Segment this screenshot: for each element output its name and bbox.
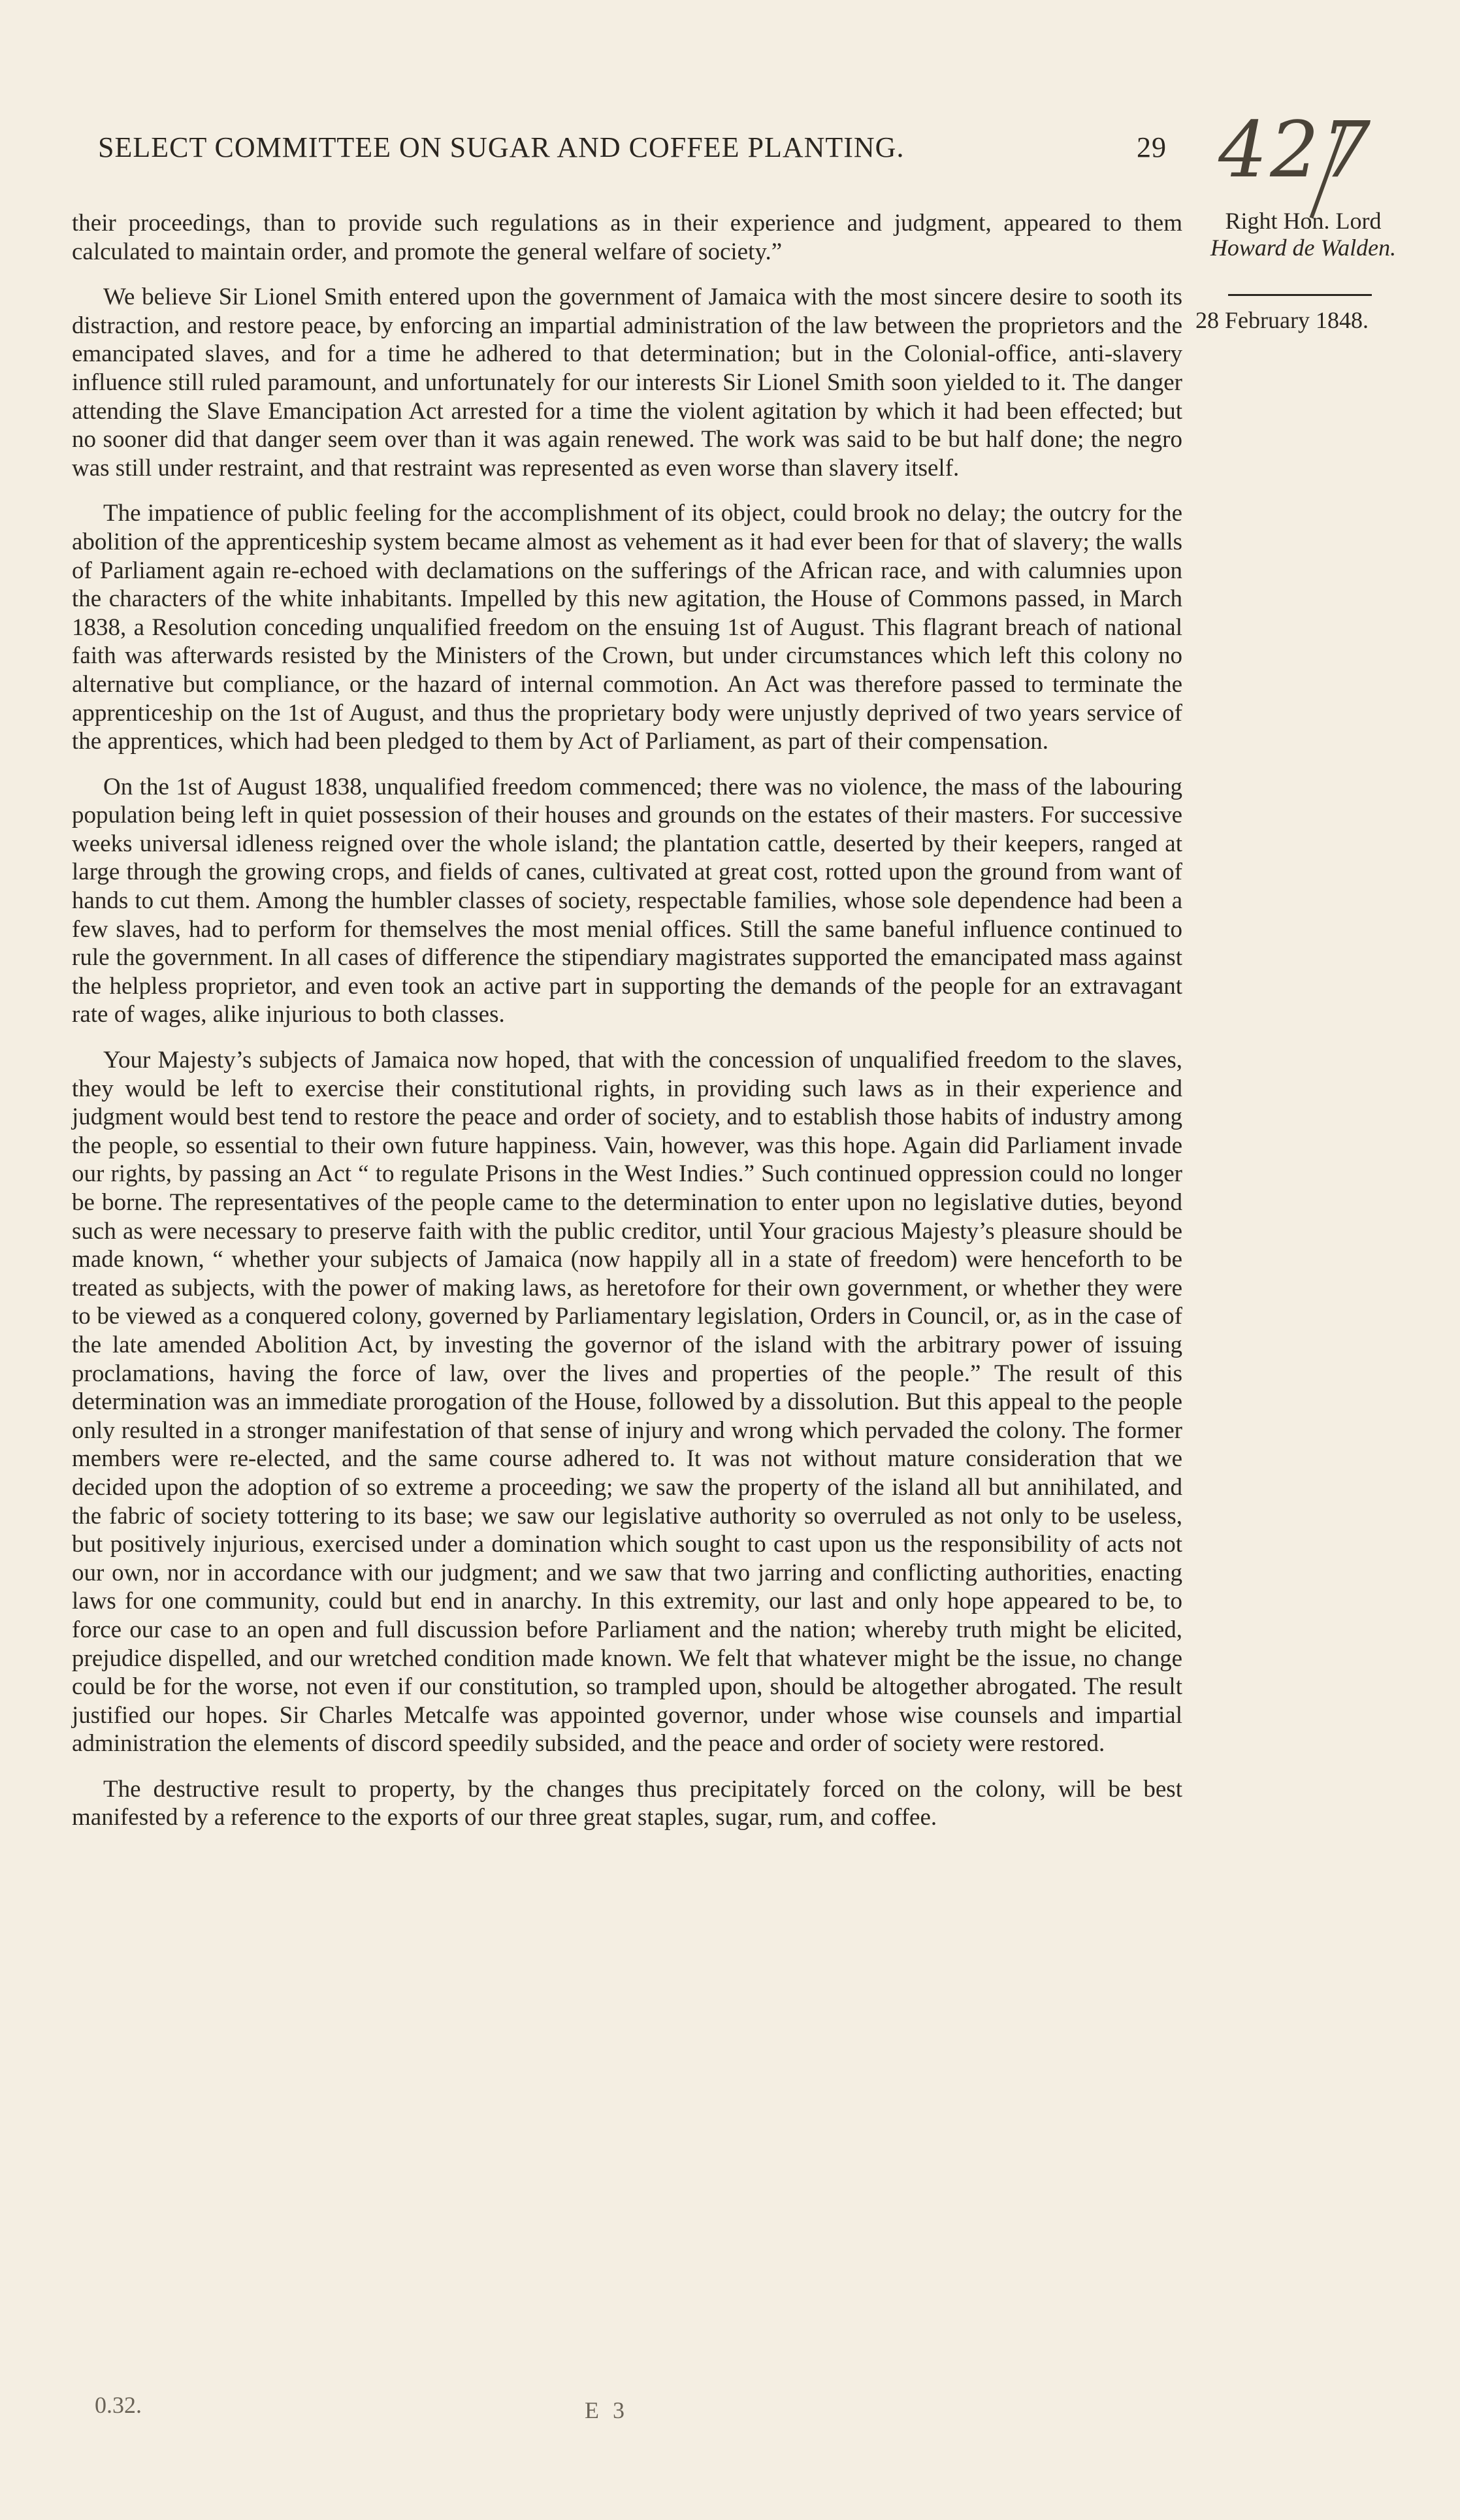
paragraph: On the 1st of August 1838, unqualified freedom commenced; there was no violence, the mass of the labouring population being left in quiet possession of their houses and grounds on the estates of their masters. For successive weeks universal idleness reigned over the whole island; the plantation cattle, deserted by their keepers, ranged at large through the growing crops, and fields of canes, cultivated at great cost, rotted upon the ground from want of hands to cut them. Among the humbler classes of society, respectable families, whose sole dependence had been a few slaves, had to perform for themselves the most menial offices. Still the same baneful influence continued to rule the government. In all cases of difference the stipendiary magistrates supported the emancipated mass against the helpless proprietor, and even took an active part in supporting the demands of the people for an extravagant rate of wages, alike injurious to both classes.	[72, 773, 1182, 1028]
body-text	[72, 209, 1182, 1849]
handwritten-folio-number: 427	[1218, 105, 1374, 195]
page-number: 29	[1137, 131, 1167, 163]
witness-name-line2: Howard de Walden.	[1210, 235, 1397, 261]
margin-rule	[1228, 294, 1372, 296]
margin-date: 28 February 1848.	[1195, 307, 1369, 333]
paragraph: Your Majesty’s subjects of Jamaica now hoped, that with the concession of unqualified freedom to the slaves, they would be left to exercise their constitutional rights, in providing such laws as in their experience and judgment would best tend to restore the peace and order of society, and to establish those habits of industry among the people, so essential to their own future happiness. Vain, however, was this hope. Again did Parliament invade our rights, by passing an Act “ to regulate Prisons in the West Indies.” Such continued oppression could no longer be borne. The representatives of the people came to the determination to enter upon no legislative duties, beyond such as were necessary to preserve faith with the public creditor, until Your gracious Majesty’s pleasure should be made known, “ whether your subjects of Jamaica (now happily all in a state of freedom) were henceforth to be treated as subjects, with the power of making laws, as heretofore for their own government, or whether they were to be viewed as a conquered colony, governed by Parliamentary legislation, Orders in Council, or, as in the case of the late amended Abolition Act, by investing the governor of the island with the arbitrary power of issuing proclamations, having the force of law, over the lives and properties of the people.” The result of this determination was an immediate prorogation of the House, followed by a dissolution. But this appeal to the people only resulted in a stronger manifestation of that sense of injury and wrong which pervaded the colony. The former members were re-elected, and the same course adhered to. It was not without mature consideration that we decided upon the adoption of so extreme a proceeding; we saw the property of the island all but annihilated, and the fabric of society tottering to its base; we saw our legislative authority so overruled as not only to be useless, but positively injurious, exercised under a domination which sought to cast upon us the responsibility of acts not our own, nor in accordance with our judgment; and we saw that two jarring and conflicting authorities, enacting laws for one community, could but end in anarchy. In this extremity, our last and only hope appeared to be, to force our case to an open and full discussion before Parliament and the nation; whereby truth might be elicited, prejudice dispelled, and our wretched condition made known. We felt that whatever might be the issue, no change could be for the worse, not even if our constitution, so trampled upon, should be altogether abrogated. The result justified our hopes. Sir Charles Metcalfe was appointed governor, under whose wise counsels and impartial administration the elements of discord speedily subsided, and the peace and order of society were restored.	[72, 1047, 1182, 1758]
margin-witness-name	[1195, 208, 1411, 261]
footer-signature-mark: 0.32.	[95, 2392, 142, 2418]
header-title: SELECT COMMITTEE ON SUGAR AND COFFEE PLANTING.	[98, 131, 905, 163]
paragraph: We believe Sir Lionel Smith entered upon the government of Jamaica with the most sincere desire to sooth its distraction, and restore peace, by enforcing an impartial administration of the law between the proprietors and the emancipated slaves, and for a time he adhered to that determination; but in the Colonial-office, anti-slavery influence still ruled paramount, and unfortunately for our interests Sir Lionel Smith soon yielded to it. The danger attending the Slave Emancipation Act arrested for a time the violent agitation by which it had been effected; but no sooner did that danger seem over than it was again renewed. The work was said to be but half done; the negro was still under restraint, and that restraint was represented as even worse than slavery itself.	[72, 284, 1182, 482]
running-header	[98, 131, 1195, 164]
paragraph: The destructive result to property, by the changes thus precipitately forced on the colony, will be best manifested by a reference to the exports of our three great staples, sugar, rum, and coffee.	[72, 1775, 1182, 1831]
paragraph: The impatience of public feeling for the accomplishment of its object, could brook no delay; the outcry for the abolition of the apprenticeship system became almost as vehement as it had ever been for that of slavery; the walls of Parliament again re-echoed with declamations on the sufferings of the African race, and with calumnies upon the characters of the white inhabitants. Impelled by this new agitation, the House of Commons passed, in March 1838, a Resolution conceding unqualified freedom on the ensuing 1st of August. This flagrant breach of national faith was afterwards resisted by the Ministers of the Crown, but under circumstances which left this colony no alternative but compliance, or the hazard of internal commotion. An Act was therefore passed to terminate the apprenticeship on the 1st of August, and thus the proprietary body were unjustly deprived of two years service of the apprentices, which had been pledged to them by Act of Parliament, as part of their compensation.	[72, 500, 1182, 755]
paragraph: their proceedings, than to provide such regulations as in their experience and judgment, appeared to them calculated to maintain order, and promote the general welfare of society.”	[72, 210, 1182, 265]
footer-sheet-mark: E 3	[585, 2397, 628, 2423]
witness-name-line1: Right Hon. Lord	[1225, 208, 1382, 234]
